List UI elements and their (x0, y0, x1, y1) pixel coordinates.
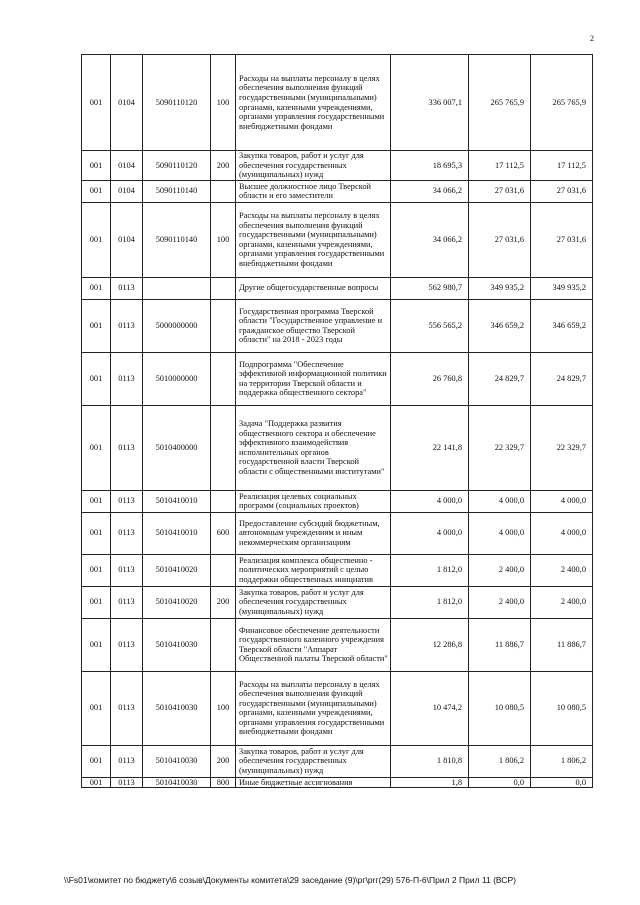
table-cell-c3: 5000000000 (143, 299, 211, 352)
table-cell-c4: 100 (211, 671, 236, 745)
table-cell-v3: 27 031,6 (531, 180, 593, 202)
table-row (82, 554, 593, 586)
table-cell-c4: 800 (211, 777, 236, 788)
table-cell-c1: 001 (82, 180, 111, 202)
table-cell-c2: 0113 (111, 405, 143, 490)
table-cell-v1: 4 000,0 (391, 512, 469, 554)
table-cell-v1: 18 695,3 (391, 151, 469, 181)
table-cell-c2: 0104 (111, 55, 143, 151)
table-row (82, 671, 593, 745)
table-cell-c2: 0113 (111, 745, 143, 777)
table-cell-v2: 24 829,7 (469, 352, 531, 405)
table-cell-v3: 4 000,0 (531, 512, 593, 554)
footer-file-path: \\Fs01\комитет по бюджету\6 созыв\Документы комитета\29 заседание (9)\рг\prг(29) 576-П-6\Прил 2 Прил 11 (ВСР) (64, 875, 516, 885)
table-cell-v3: 27 031,6 (531, 202, 593, 277)
table-cell-c3: 5010410020 (143, 554, 211, 586)
table-cell-v3: 349 935,2 (531, 277, 593, 299)
table-cell-c3: 5010410010 (143, 512, 211, 554)
table-cell-v1: 4 000,0 (391, 490, 469, 512)
table-row (82, 618, 593, 671)
table-cell-c4 (211, 277, 236, 299)
table-cell-name: Реализация целевых социальных программ (социальных проектов) (236, 490, 391, 512)
table-cell-c1: 001 (82, 277, 111, 299)
table-cell-v1: 26 760,8 (391, 352, 469, 405)
table-row (82, 277, 593, 299)
table-cell-c2: 0113 (111, 671, 143, 745)
table-row (82, 745, 593, 777)
table-cell-v1: 1 812,0 (391, 586, 469, 618)
table-cell-v2: 11 886,7 (469, 618, 531, 671)
table-cell-c4: 200 (211, 586, 236, 618)
table-cell-c4: 600 (211, 512, 236, 554)
table-cell-c3: 5010410030 (143, 671, 211, 745)
table-cell-v1: 556 565,2 (391, 299, 469, 352)
table-cell-c3: 5090110120 (143, 55, 211, 151)
table-cell-name: Государственная программа Тверской области "Государственное управление и гражданское общество Тверской области" на 2018 - 2023 годы (236, 299, 391, 352)
table-cell-c3: 5010000000 (143, 352, 211, 405)
table-cell-c3: 5090110140 (143, 180, 211, 202)
table-cell-c3 (143, 277, 211, 299)
table-cell-c2: 0104 (111, 151, 143, 181)
table-cell-v2: 2 400,0 (469, 554, 531, 586)
table-cell-v2: 265 765,9 (469, 55, 531, 151)
table-cell-c4 (211, 618, 236, 671)
table-cell-c4: 100 (211, 202, 236, 277)
table-cell-v2: 1 806,2 (469, 745, 531, 777)
table-row (82, 777, 593, 788)
table-row (82, 55, 593, 151)
table-row (82, 299, 593, 352)
table-cell-name: Подпрограмма "Обеспечение эффективной информационной политики на территории Тверской области и поддержка общественного сектора" (236, 352, 391, 405)
table-cell-v1: 34 066,2 (391, 202, 469, 277)
table-cell-c1: 001 (82, 554, 111, 586)
table-cell-v2: 4 000,0 (469, 512, 531, 554)
table-cell-name: Другие общегосударственные вопросы (236, 277, 391, 299)
table-cell-v2: 22 329,7 (469, 405, 531, 490)
table-cell-v1: 1,8 (391, 777, 469, 788)
table-cell-c4 (211, 299, 236, 352)
table-cell-c1: 001 (82, 490, 111, 512)
table-cell-c3: 5010410020 (143, 586, 211, 618)
table-cell-c4: 200 (211, 151, 236, 181)
table-cell-name: Реализация комплекса общественно - политических мероприятий с целью поддержки общественных инициатив (236, 554, 391, 586)
table-cell-c2: 0113 (111, 277, 143, 299)
table-cell-c3: 5010400000 (143, 405, 211, 490)
table-cell-v3: 346 659,2 (531, 299, 593, 352)
table-cell-v3: 11 886,7 (531, 618, 593, 671)
table-cell-name: Предоставление субсидий бюджетным, автономным учреждениям и иным некоммерческим организациям (236, 512, 391, 554)
table-cell-name: Иные бюджетные ассигнования (236, 777, 391, 788)
table-cell-v1: 10 474,2 (391, 671, 469, 745)
table-cell-c2: 0113 (111, 352, 143, 405)
table-cell-v3: 24 829,7 (531, 352, 593, 405)
page-number: 2 (590, 34, 594, 43)
table-row (82, 202, 593, 277)
table-cell-c2: 0104 (111, 180, 143, 202)
table-cell-v2: 349 935,2 (469, 277, 531, 299)
table-cell-name: Закупка товаров, работ и услуг для обеспечения государственных (муниципальных) нужд (236, 586, 391, 618)
table-cell-c4 (211, 405, 236, 490)
table-cell-c1: 001 (82, 55, 111, 151)
table-cell-v1: 1 812,0 (391, 554, 469, 586)
table-cell-c3: 5090110120 (143, 151, 211, 181)
table-cell-c1: 001 (82, 586, 111, 618)
table-row (82, 352, 593, 405)
table-cell-v2: 4 000,0 (469, 490, 531, 512)
table-cell-c4: 100 (211, 55, 236, 151)
table-cell-c1: 001 (82, 512, 111, 554)
table-cell-v2: 10 080,5 (469, 671, 531, 745)
table-cell-v1: 336 007,1 (391, 55, 469, 151)
table-row (82, 512, 593, 554)
table-cell-c1: 001 (82, 405, 111, 490)
table-cell-c4 (211, 352, 236, 405)
table-row (82, 490, 593, 512)
table-cell-c3: 5010410030 (143, 618, 211, 671)
table-cell-v2: 27 031,6 (469, 180, 531, 202)
table-cell-c2: 0113 (111, 554, 143, 586)
table-cell-c3: 5010410030 (143, 777, 211, 788)
table-cell-c1: 001 (82, 299, 111, 352)
table-cell-v3: 4 000,0 (531, 490, 593, 512)
table-cell-c2: 0113 (111, 586, 143, 618)
table-cell-v1: 22 141,8 (391, 405, 469, 490)
table-cell-c4 (211, 180, 236, 202)
table-row (82, 180, 593, 202)
table-row (82, 405, 593, 490)
table-cell-v3: 17 112,5 (531, 151, 593, 181)
table-cell-c4 (211, 554, 236, 586)
table-cell-v1: 562 980,7 (391, 277, 469, 299)
table-cell-v1: 12 286,8 (391, 618, 469, 671)
table-cell-v3: 2 400,0 (531, 554, 593, 586)
table-row (82, 151, 593, 181)
table-cell-v2: 2 400,0 (469, 586, 531, 618)
table-cell-c1: 001 (82, 618, 111, 671)
table-cell-c1: 001 (82, 671, 111, 745)
table-cell-v3: 2 400,0 (531, 586, 593, 618)
table-row (82, 586, 593, 618)
table-cell-v3: 22 329,7 (531, 405, 593, 490)
table-cell-c2: 0104 (111, 202, 143, 277)
table-cell-c2: 0113 (111, 490, 143, 512)
table-cell-name: Закупка товаров, работ и услуг для обеспечения государственных (муниципальных) нужд (236, 151, 391, 181)
table-cell-c1: 001 (82, 352, 111, 405)
table-cell-c3: 5010410030 (143, 745, 211, 777)
table-cell-name: Расходы на выплаты персоналу в целях обеспечения выполнения функций государственными (муниципальными) органами, казенными учреждениями, органами управления государственными внебюджетными фондами (236, 671, 391, 745)
table-cell-v1: 1 810,8 (391, 745, 469, 777)
table-cell-v2: 0,0 (469, 777, 531, 788)
table-cell-v3: 10 080,5 (531, 671, 593, 745)
table-cell-name: Задача "Поддержка развития общественного сектора и обеспечение эффективного взаимодействия исполнительных органов государственной власти Тверской области с общественными институтами" (236, 405, 391, 490)
table-cell-c2: 0113 (111, 777, 143, 788)
table-cell-c1: 001 (82, 745, 111, 777)
budget-table (81, 54, 593, 788)
table-cell-v1: 34 066,2 (391, 180, 469, 202)
table-cell-v3: 1 806,2 (531, 745, 593, 777)
table-cell-c3: 5090110140 (143, 202, 211, 277)
table-cell-name: Высшее должностное лицо Тверской области и его заместители (236, 180, 391, 202)
table-cell-c2: 0113 (111, 618, 143, 671)
table-cell-c1: 001 (82, 151, 111, 181)
table-cell-name: Расходы на выплаты персоналу в целях обеспечения выполнения функций государственными (муниципальными) органами, казенными учреждениями, органами управления государственными внебюджетными фондами (236, 202, 391, 277)
table-cell-c1: 001 (82, 202, 111, 277)
table-cell-v2: 17 112,5 (469, 151, 531, 181)
table-cell-v2: 27 031,6 (469, 202, 531, 277)
table-cell-v3: 265 765,9 (531, 55, 593, 151)
table-cell-v2: 346 659,2 (469, 299, 531, 352)
table-cell-c3: 5010410010 (143, 490, 211, 512)
table-cell-c2: 0113 (111, 512, 143, 554)
table-cell-c2: 0113 (111, 299, 143, 352)
table-cell-name: Закупка товаров, работ и услуг для обеспечения государственных (муниципальных) нужд (236, 745, 391, 777)
table-cell-name: Финансовое обеспечение деятельности государственного казенного учреждения Тверской области "Аппарат Общественной палаты Тверской области" (236, 618, 391, 671)
table-cell-c4 (211, 490, 236, 512)
table-cell-c1: 001 (82, 777, 111, 788)
table-cell-c4: 200 (211, 745, 236, 777)
table-cell-name: Расходы на выплаты персоналу в целях обеспечения выполнения функций государственными (муниципальными) органами, казенными учреждениями, органами управления государственными внебюджетными фондами (236, 55, 391, 151)
table-cell-v3: 0,0 (531, 777, 593, 788)
